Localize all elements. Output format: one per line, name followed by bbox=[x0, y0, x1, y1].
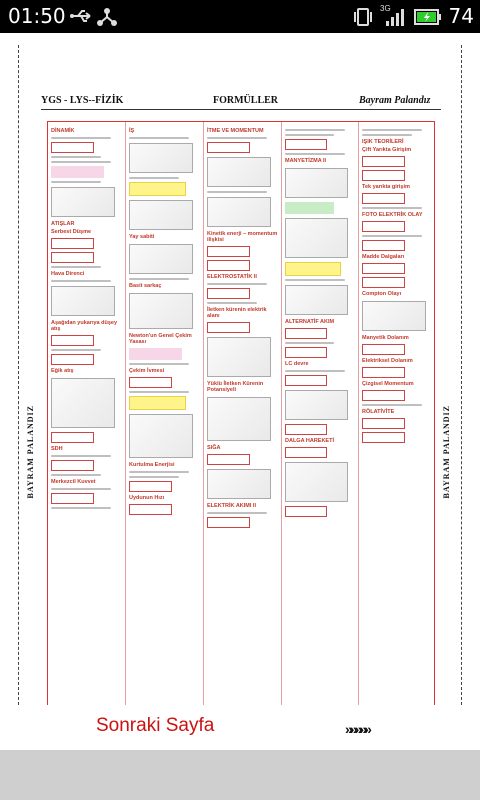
section-title: Kinetik enerji – momentum ilişkisi bbox=[207, 231, 278, 243]
section-title: Kurtulma Enerjisi bbox=[129, 462, 175, 468]
formula-poster bbox=[47, 121, 435, 705]
network-type: 3G bbox=[380, 4, 391, 13]
section-title: Uydunun Hızı bbox=[129, 495, 165, 501]
section-title: MANYETİZMA II bbox=[285, 158, 327, 164]
section-title: Aşağıdan yukarıya düşey atış bbox=[51, 320, 118, 332]
footer-area bbox=[0, 750, 480, 800]
column-3 bbox=[204, 122, 282, 705]
header-left: YGS - LYS--FİZİK bbox=[41, 95, 124, 106]
share-icon bbox=[97, 7, 117, 32]
header-right: Bayram Palandız bbox=[359, 95, 431, 106]
section-title: İletken kürenin elektrik alanı bbox=[207, 307, 267, 319]
clock: 01:50 bbox=[8, 4, 66, 28]
header-center: FORMÜLLER bbox=[213, 95, 278, 106]
section-title: Serbest Düşme bbox=[51, 229, 92, 235]
section-title: ALTERNATİF AKIM bbox=[285, 319, 335, 325]
status-bar bbox=[0, 0, 480, 33]
section-title: Basit sarkaç bbox=[129, 283, 162, 289]
section-title: RÖLATİVİTE bbox=[362, 409, 395, 415]
formula-page bbox=[18, 45, 462, 705]
column-5 bbox=[359, 122, 436, 705]
section-title: Newton'un Genel Çekim Yasası bbox=[129, 333, 192, 345]
section-title: Madde Dalgaları bbox=[362, 254, 405, 260]
battery-icon bbox=[414, 9, 442, 30]
section-title: Compton Olayı bbox=[362, 291, 402, 297]
section-title: DİNAMİK bbox=[51, 128, 75, 134]
signal-icon bbox=[384, 7, 408, 32]
section-title: Çekim İvmesi bbox=[129, 368, 165, 374]
section-title: SDH bbox=[51, 446, 63, 452]
section-title: Yüklü İletken Kürenin Potansiyeli bbox=[207, 381, 264, 393]
document-viewer[interactable] bbox=[0, 33, 480, 705]
section-title: ELEKTRİK AKIMI II bbox=[207, 503, 256, 509]
usb-icon bbox=[70, 7, 94, 30]
bottom-nav-bar bbox=[0, 705, 480, 750]
next-page-button[interactable]: Sonraki Sayfa bbox=[96, 715, 215, 736]
section-title: Çizgisel Momentum bbox=[362, 381, 414, 387]
section-title: Elektriksel Dolanım bbox=[362, 358, 413, 364]
section-title: LC devre bbox=[285, 361, 309, 367]
battery-percent: 74 bbox=[448, 4, 474, 28]
section-title: Manyetik Dolanım bbox=[362, 335, 409, 341]
section-title: ATIŞLAR bbox=[51, 221, 75, 227]
section-title: SIĞA bbox=[207, 445, 221, 451]
section-title: Tek yarıkta girişim bbox=[362, 184, 410, 190]
side-label-right: BAYRAM PALANDIZ bbox=[442, 405, 451, 499]
section-title: Merkezcil Kuvvet bbox=[51, 479, 96, 485]
column-1 bbox=[48, 122, 126, 705]
column-4 bbox=[282, 122, 359, 705]
forward-arrows-icon[interactable]: »»»»» bbox=[345, 721, 369, 737]
section-title: ELEKTROSTATİK II bbox=[207, 274, 257, 280]
section-title: Çift Yarıkta Girişim bbox=[362, 147, 412, 153]
section-title: Hava Direnci bbox=[51, 271, 85, 277]
side-label-left: BAYRAM PALANDIZ bbox=[26, 405, 35, 499]
section-title: IŞIK TEORİLERİ bbox=[362, 139, 404, 145]
vibrate-icon bbox=[352, 7, 374, 32]
column-2 bbox=[126, 122, 204, 705]
section-title: Eğik atış bbox=[51, 368, 74, 374]
section-title: Yay sabiti bbox=[129, 234, 155, 240]
section-title: FOTO ELEKTRİK OLAY bbox=[362, 212, 423, 218]
header-divider bbox=[41, 109, 441, 110]
section-title: İTME VE MOMENTUM bbox=[207, 128, 264, 134]
section-title: İŞ bbox=[129, 128, 135, 134]
section-title: DALGA HAREKETİ bbox=[285, 438, 334, 444]
